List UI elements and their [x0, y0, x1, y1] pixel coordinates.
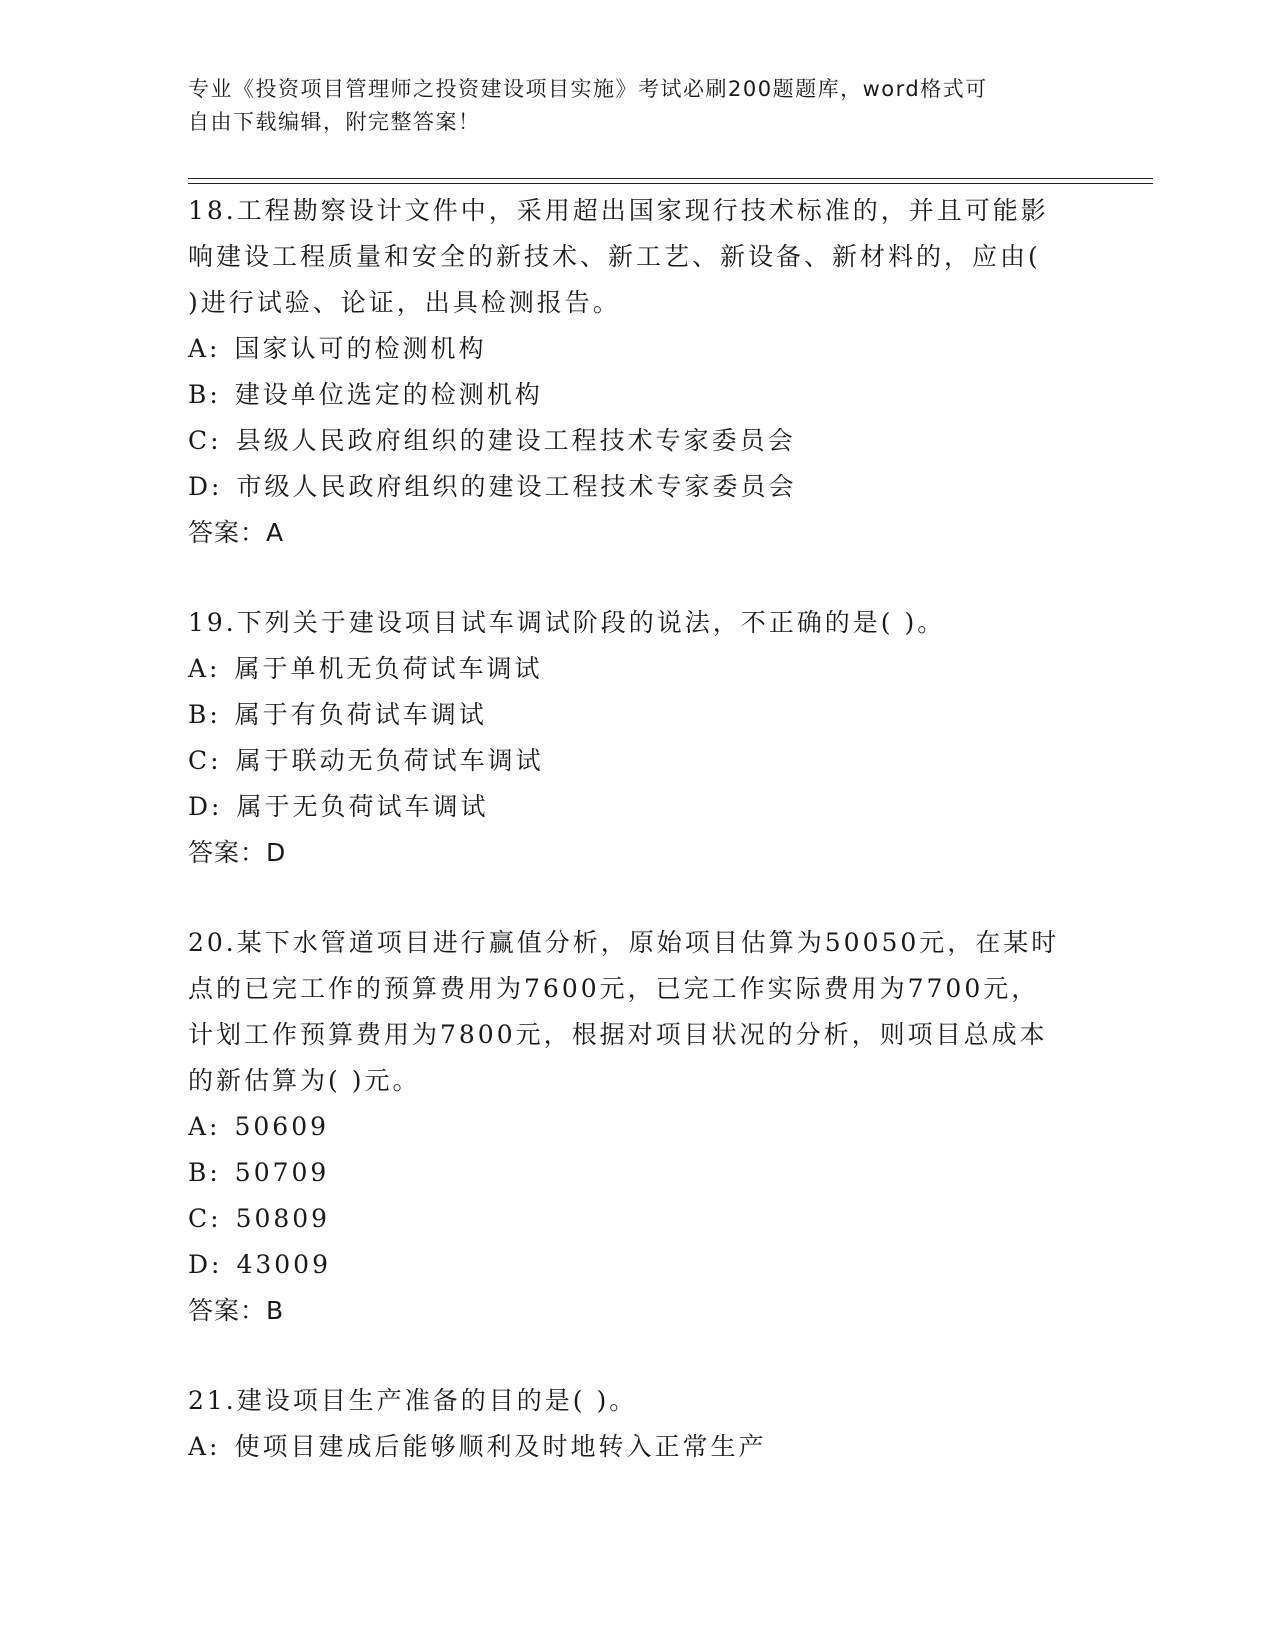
option-text: 属于联动无负荷试车调试 [235, 746, 544, 775]
question-20 [188, 920, 1088, 1334]
option-text: 市级人民政府组织的建设工程技术专家委员会 [236, 472, 797, 501]
question-spacer [188, 556, 1088, 600]
question-stem-line: 19.下列关于建设项目试车调试阶段的说法，不正确的是( )。 [188, 608, 946, 637]
option-a [188, 1104, 1088, 1150]
option-label: B: [188, 700, 221, 729]
answer: 答案：B [188, 1296, 285, 1325]
option-c [188, 418, 1088, 464]
answer: 答案：D [188, 838, 287, 867]
option-text: 国家认可的检测机构 [234, 334, 487, 363]
option-text: 建设单位选定的检测机构 [234, 380, 543, 409]
answer: 答案：A [188, 518, 285, 547]
option-c [188, 738, 1088, 784]
option-b [188, 372, 1088, 418]
option-text: 属于有负荷试车调试 [234, 700, 487, 729]
option-label: D: [188, 1250, 223, 1279]
option-d [188, 1242, 1088, 1288]
option-label: D: [188, 792, 223, 821]
question-spacer [188, 876, 1088, 920]
header-line-1: 专业《投资项目管理师之投资建设项目实施》考试必刷200题题库，word格式可 [188, 77, 988, 101]
question-stem-line: 21.建设项目生产准备的目的是( )。 [188, 1386, 638, 1415]
option-label: A: [188, 1432, 221, 1461]
option-label: C: [188, 1204, 222, 1233]
option-b [188, 692, 1088, 738]
question-stem-line: 20.某下水管道项目进行赢值分析，原始项目估算为50050元，在某时 [188, 928, 1060, 957]
option-label: C: [188, 426, 222, 455]
question-stem-line: 响建设工程质量和安全的新技术、新工艺、新设备、新材料的，应由( [188, 242, 1041, 271]
question-spacer [188, 1334, 1088, 1378]
option-b [188, 1150, 1088, 1196]
option-text: 属于单机无负荷试车调试 [234, 654, 543, 683]
option-text: 50809 [235, 1204, 331, 1233]
option-a [188, 646, 1088, 692]
header-divider-bottom [188, 183, 1153, 184]
option-label: C: [188, 746, 222, 775]
header-divider-top [188, 178, 1153, 179]
option-label: A: [188, 654, 221, 683]
option-label: A: [188, 1112, 221, 1141]
option-label: B: [188, 1158, 221, 1187]
option-text: 县级人民政府组织的建设工程技术专家委员会 [235, 426, 796, 455]
option-a [188, 1424, 1088, 1470]
option-label: D: [188, 472, 223, 501]
question-19 [188, 600, 1088, 876]
question-18 [188, 188, 1088, 556]
option-a [188, 326, 1088, 372]
question-stem-line: )进行试验、论证，出具检测报告。 [188, 288, 621, 317]
question-stem-line: 计划工作预算费用为7800元，根据对项目状况的分析，则项目总成本 [188, 1020, 1048, 1049]
option-label: A: [188, 334, 221, 363]
option-d [188, 464, 1088, 510]
page-header [188, 73, 1068, 139]
question-stem-line: 的新估算为( )元。 [188, 1066, 421, 1095]
option-text: 50709 [234, 1158, 330, 1187]
option-text: 43009 [236, 1250, 331, 1279]
option-label: B: [188, 380, 221, 409]
header-line-2: 自由下载编辑，附完整答案！ [188, 110, 481, 134]
question-21 [188, 1378, 1088, 1470]
option-text: 50609 [234, 1112, 330, 1141]
option-text: 属于无负荷试车调试 [236, 792, 489, 821]
question-stem-line: 点的已完工作的预算费用为7600元，已完工作实际费用为7700元， [188, 974, 1040, 1003]
option-d [188, 784, 1088, 830]
question-list [188, 188, 1088, 1470]
question-stem-line: 18.工程勘察设计文件中，采用超出国家现行技术标准的，并且可能影 [188, 196, 1049, 225]
option-text: 使项目建成后能够顺利及时地转入正常生产 [234, 1432, 767, 1461]
option-c [188, 1196, 1088, 1242]
